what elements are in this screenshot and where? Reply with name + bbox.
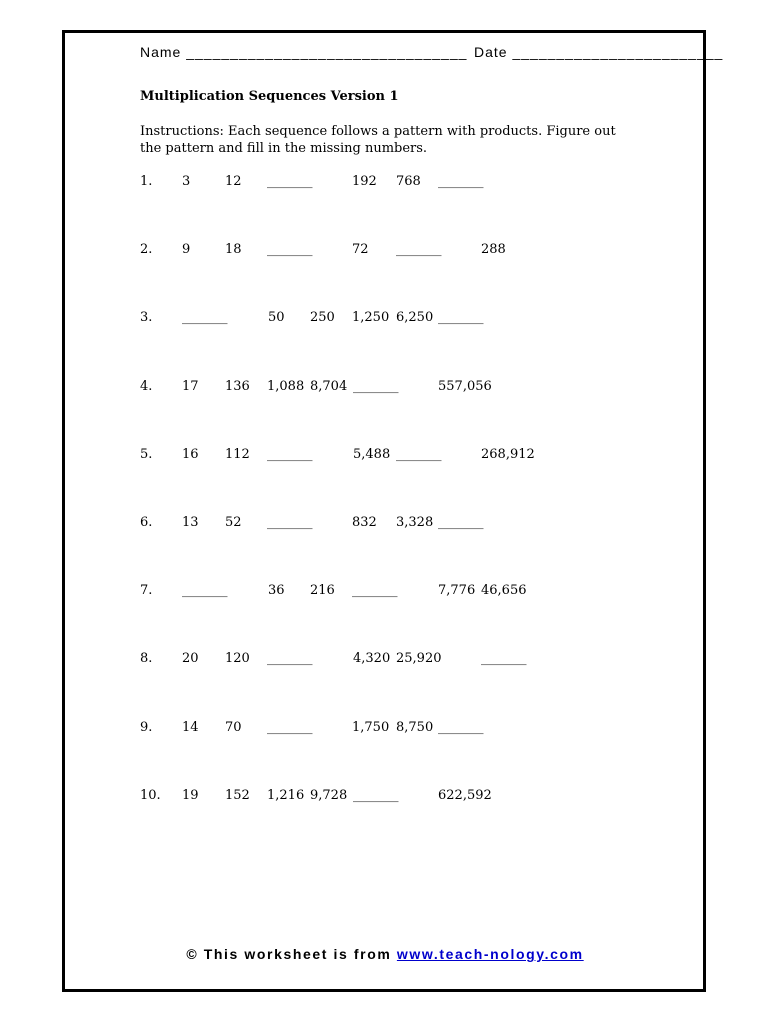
problem-number: 7. bbox=[140, 583, 153, 599]
sequence-value: 9,728 bbox=[310, 787, 348, 803]
sequence-value: 288 bbox=[481, 242, 506, 258]
answer-blank[interactable]: _______ bbox=[182, 583, 228, 599]
problem-row bbox=[0, 583, 770, 603]
footer-prefix: © This worksheet is from bbox=[186, 946, 397, 962]
answer-blank[interactable]: _______ bbox=[396, 446, 442, 462]
sequence-value: 6,250 bbox=[396, 310, 434, 326]
answer-blank[interactable]: _______ bbox=[352, 583, 398, 599]
sequence-value: 622,592 bbox=[438, 787, 492, 803]
problem-number: 5. bbox=[140, 446, 153, 462]
name-field-label[interactable]: Name ________________________________ bbox=[140, 44, 468, 60]
problem-number: 1. bbox=[140, 174, 153, 189]
sequence-value: 136 bbox=[225, 378, 250, 394]
sequence-value: 4,320 bbox=[353, 651, 391, 667]
sequence-value: 192 bbox=[352, 174, 377, 189]
sequence-value: 3 bbox=[182, 174, 191, 189]
answer-blank[interactable]: _______ bbox=[267, 719, 313, 735]
problem-number: 10. bbox=[140, 787, 161, 803]
answer-blank[interactable]: _______ bbox=[267, 446, 313, 462]
instructions-text: Instructions: Each sequence follows a pattern with products. Figure out the pattern and fill in the missing numbers. bbox=[140, 124, 616, 156]
answer-blank[interactable]: _______ bbox=[267, 242, 313, 258]
answer-blank[interactable]: _______ bbox=[267, 174, 313, 189]
sequence-value: 52 bbox=[225, 515, 242, 530]
sequence-value: 17 bbox=[182, 378, 199, 394]
answer-blank[interactable]: _______ bbox=[438, 174, 484, 189]
date-field-label[interactable]: Date ________________________ bbox=[474, 44, 724, 60]
problem-row bbox=[0, 310, 770, 330]
problem-row bbox=[0, 242, 770, 262]
sequence-value: 14 bbox=[182, 719, 199, 735]
sequence-value: 19 bbox=[182, 787, 199, 803]
sequence-value: 8,750 bbox=[396, 719, 434, 735]
problem-row bbox=[0, 447, 770, 467]
sequence-value: 20 bbox=[182, 651, 199, 667]
sequence-value: 112 bbox=[225, 446, 250, 462]
answer-blank[interactable]: _______ bbox=[353, 378, 399, 394]
sequence-value: 36 bbox=[268, 583, 285, 599]
sequence-value: 768 bbox=[396, 174, 421, 189]
answer-blank[interactable]: _______ bbox=[267, 651, 313, 667]
sequence-value: 12 bbox=[225, 174, 242, 189]
sequence-value: 152 bbox=[225, 787, 250, 803]
sequence-value: 1,250 bbox=[352, 310, 390, 326]
answer-blank[interactable]: _______ bbox=[267, 515, 313, 530]
worksheet-title: Multiplication Sequences Version 1 bbox=[140, 89, 399, 104]
problem-number: 8. bbox=[140, 651, 153, 667]
problem-row bbox=[0, 651, 770, 671]
sequence-value: 216 bbox=[310, 583, 335, 599]
sequence-value: 268,912 bbox=[481, 446, 535, 462]
footer-credit bbox=[0, 946, 770, 962]
answer-blank[interactable]: _______ bbox=[438, 719, 484, 735]
problem-row bbox=[0, 174, 770, 194]
answer-blank[interactable]: _______ bbox=[438, 310, 484, 326]
problem-row bbox=[0, 515, 770, 535]
answer-blank[interactable]: _______ bbox=[353, 787, 399, 803]
sequence-value: 13 bbox=[182, 515, 199, 530]
problem-number: 9. bbox=[140, 719, 153, 735]
answer-blank[interactable]: _______ bbox=[182, 310, 228, 326]
sequence-value: 120 bbox=[225, 651, 250, 667]
sequence-value: 832 bbox=[352, 515, 377, 530]
problem-number: 2. bbox=[140, 242, 153, 258]
sequence-value: 16 bbox=[182, 446, 199, 462]
sequence-value: 1,216 bbox=[267, 787, 305, 803]
answer-blank[interactable]: _______ bbox=[396, 242, 442, 258]
problem-row bbox=[0, 788, 770, 808]
sequence-value: 7,776 bbox=[438, 583, 476, 599]
sequence-value: 8,704 bbox=[310, 378, 348, 394]
sequence-value: 5,488 bbox=[353, 446, 391, 462]
sequence-value: 70 bbox=[225, 719, 242, 735]
problem-row bbox=[0, 379, 770, 399]
sequence-value: 3,328 bbox=[396, 515, 434, 530]
sequence-value: 9 bbox=[182, 242, 191, 258]
problem-row bbox=[0, 720, 770, 740]
sequence-value: 250 bbox=[310, 310, 335, 326]
problem-number: 3. bbox=[140, 310, 153, 326]
sequence-value: 25,920 bbox=[396, 651, 442, 667]
sequence-value: 1,750 bbox=[352, 719, 390, 735]
sequence-value: 72 bbox=[352, 242, 369, 258]
problem-number: 4. bbox=[140, 378, 153, 394]
sequence-value: 18 bbox=[225, 242, 242, 258]
sequence-value: 50 bbox=[268, 310, 285, 326]
footer-link[interactable]: www.teach-nology.com bbox=[396, 946, 584, 962]
sequence-value: 46,656 bbox=[481, 583, 527, 599]
answer-blank[interactable]: _______ bbox=[481, 651, 527, 667]
answer-blank[interactable]: _______ bbox=[438, 515, 484, 530]
sequence-value: 557,056 bbox=[438, 378, 492, 394]
problem-number: 6. bbox=[140, 515, 153, 530]
sequence-value: 1,088 bbox=[267, 378, 305, 394]
